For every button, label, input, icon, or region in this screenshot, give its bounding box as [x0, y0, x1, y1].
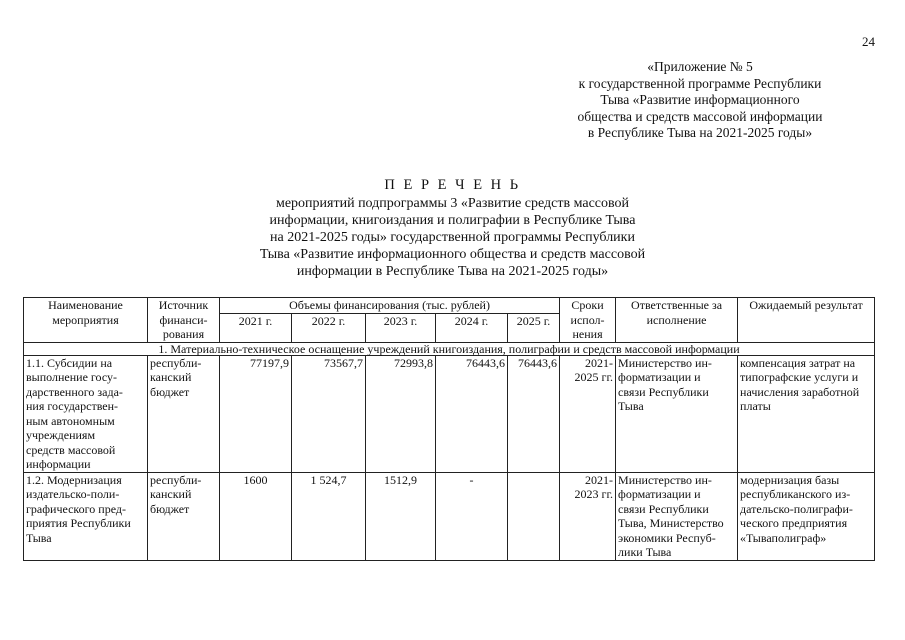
header-responsible: Ответственные за исполнение [616, 298, 738, 343]
responsible-executors: Министерство ин- форматизации и связи Республики Тыва [616, 355, 738, 472]
header-terms: Сроки испол- нения [560, 298, 616, 343]
header-name: Наименование мероприятия [24, 298, 148, 343]
header-year-2021: 2021 г. [220, 313, 292, 342]
table-row [24, 355, 875, 472]
header-source: Источник финанси- рования [148, 298, 220, 343]
header-volumes: Объемы финансирования (тыс. рублей) [220, 298, 560, 314]
section-title: 1. Материально-техническое оснащение учреждений книгоиздания, полиграфии и средств массовой информации [24, 342, 875, 355]
section-row [24, 342, 875, 355]
header-year-2022: 2022 г. [292, 313, 366, 342]
execution-terms: 2021- 2025 гг. [560, 355, 616, 472]
table-row [24, 472, 875, 560]
value-2022: 73567,7 [292, 355, 366, 472]
value-2021: 1600 [220, 472, 292, 560]
measure-name: 1.1. Субсидии на выполнение госу- дарственного зада- ния государствен- ным автономным учреждениям средств массовой информации [24, 355, 148, 472]
subtitle-line: информации в Республике Тыва на 2021-2025 годы» [296, 264, 609, 279]
header-result: Ожидаемый результат [738, 298, 875, 343]
header-year-2023: 2023 г. [366, 313, 436, 342]
appendix-line: в Республике Тыва на 2021-2025 годы» [587, 125, 813, 140]
measures-table [23, 297, 875, 561]
appendix-line: Тыва «Развитие информационного [600, 92, 800, 107]
value-2021: 77197,9 [220, 355, 292, 472]
document-title: П Е Р Е Ч Е Н Ь [384, 177, 521, 193]
value-2023: 72993,8 [366, 355, 436, 472]
value-2022: 1 524,7 [292, 472, 366, 560]
expected-result: модернизация базы республиканского из- дательско-полиграфи- ческого предприятия «Тываполиграф» [738, 472, 875, 560]
subtitle-line: на 2021-2025 годы» государственной программы Республики [270, 230, 635, 245]
value-2025: 76443,6 [508, 355, 560, 472]
funding-source: республи- канский бюджет [148, 472, 220, 560]
appendix-line: общества и средств массовой информации [577, 108, 823, 124]
funding-source: республи- канский бюджет [148, 355, 220, 472]
measure-name: 1.2. Модернизация издательско-поли- графического пред- приятия Республики Тыва [24, 472, 148, 560]
page-number: 24 [862, 34, 875, 49]
appendix-line: «Приложение № 5 [647, 59, 753, 74]
appendix-line: к государственной программе Республики [578, 75, 822, 91]
expected-result: компенсация затрат на типографские услуги и начисления заработной платы [738, 355, 875, 472]
header-year-2025: 2025 г. [508, 313, 560, 342]
subtitle-line: мероприятий подпрограммы 3 «Развитие средств массовой [275, 196, 630, 211]
value-2024: - [436, 472, 508, 560]
responsible-executors: Министерство ин- форматизации и связи Республики Тыва, Министерство экономики Респуб- лики Тыва [616, 472, 738, 560]
subtitle-line: Тыва «Развитие информационного общества и средств массовой [259, 247, 646, 262]
value-2024: 76443,6 [436, 355, 508, 472]
execution-terms: 2021- 2023 гг. [560, 472, 616, 560]
subtitle-line: информации, книгоиздания и полиграфии в Республике Тыва [269, 213, 636, 228]
value-2023: 1512,9 [366, 472, 436, 560]
header-year-2024: 2024 г. [436, 313, 508, 342]
appendix-note [560, 59, 840, 142]
value-2025 [508, 472, 560, 560]
document-subtitle [0, 195, 905, 280]
